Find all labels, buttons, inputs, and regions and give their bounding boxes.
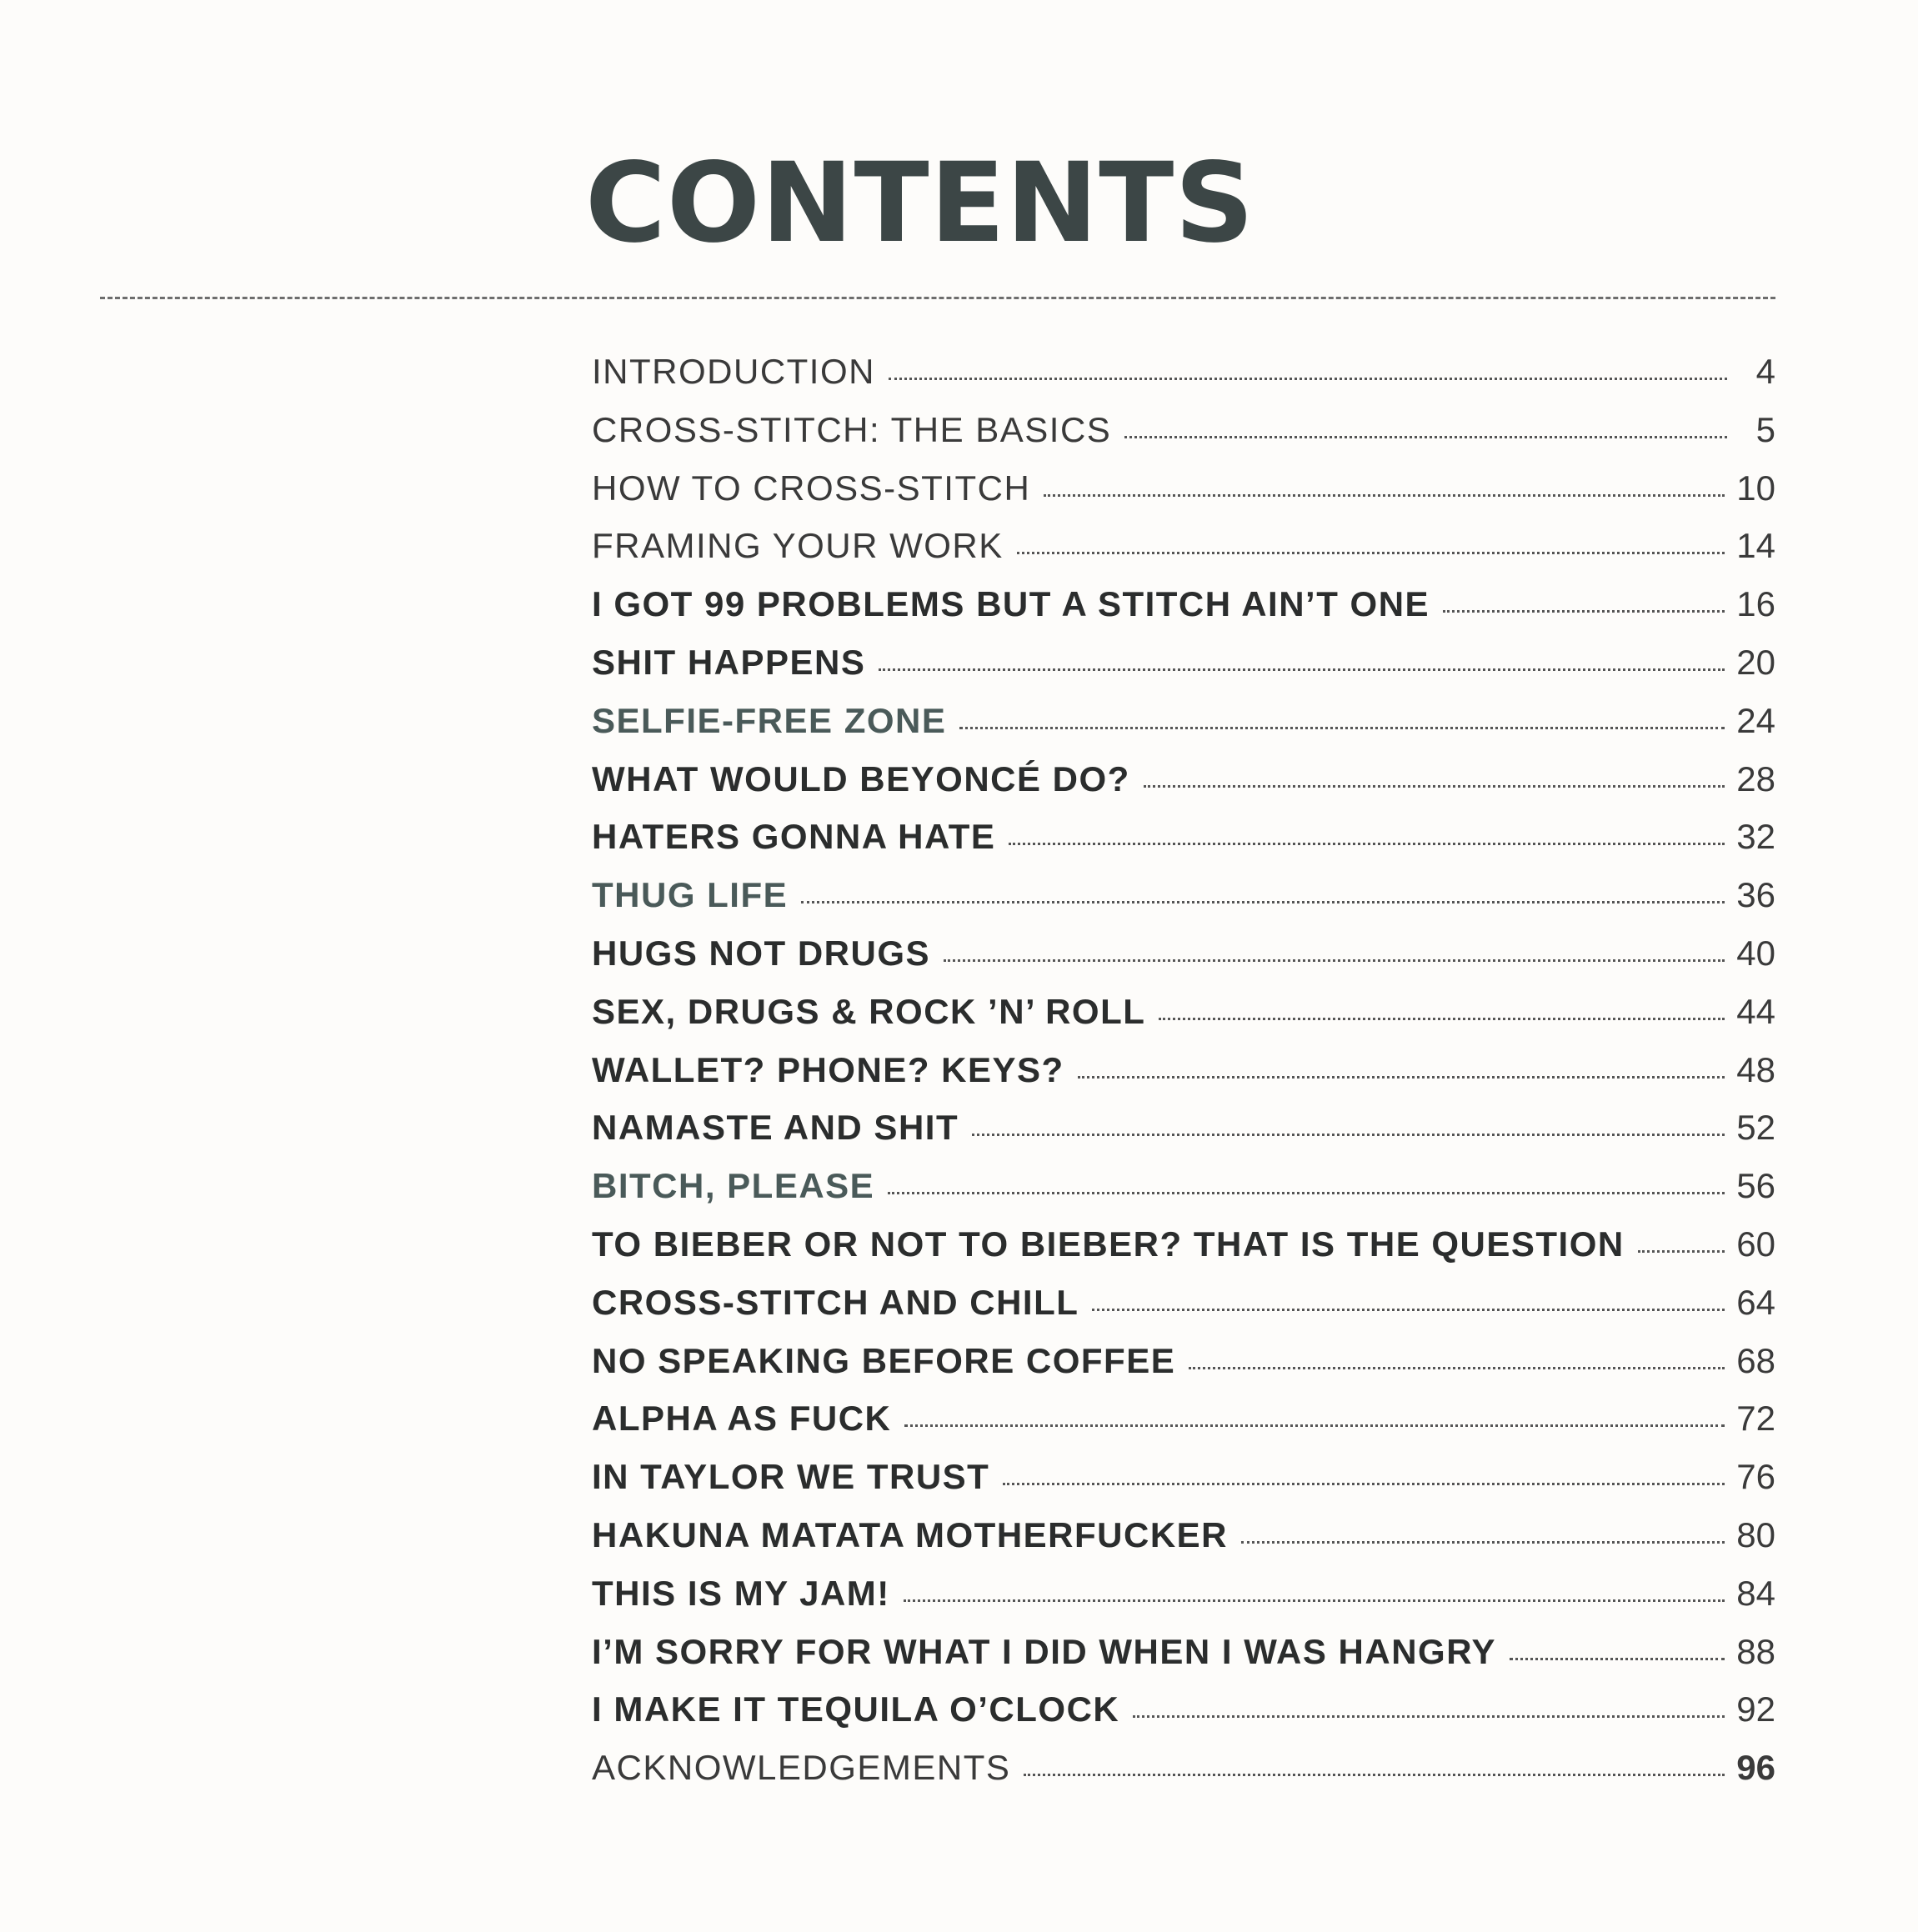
toc-entry-title: HAKUNA MATATA MOTHERFUCKER [592, 1514, 1229, 1554]
toc-entry-title: THIS IS MY JAM! [592, 1573, 890, 1613]
toc-entry-title: SHIT HAPPENS [592, 642, 866, 682]
toc-entry-title: HOW TO CROSS-STITCH [592, 468, 1031, 508]
table-of-contents [592, 352, 1775, 1806]
toc-entry-title: TO BIEBER OR NOT TO BIEBER? THAT IS THE QUESTION [592, 1224, 1625, 1264]
dot-leader [1241, 1541, 1725, 1544]
toc-entry[interactable] [592, 352, 1775, 410]
toc-entry-title: FRAMING YOUR WORK [592, 526, 1004, 566]
dot-leader [1510, 1658, 1725, 1660]
toc-entry-page-number: 5 [1755, 409, 1775, 449]
toc-entry-page-number: 36 [1736, 875, 1775, 915]
toc-entry-page-number: 60 [1736, 1224, 1775, 1264]
dot-leader [888, 1192, 1725, 1194]
toc-entry-page-number: 40 [1736, 933, 1775, 973]
page-title: CONTENTS [585, 139, 1255, 268]
dot-leader [1133, 1715, 1725, 1718]
toc-entry[interactable] [592, 1574, 1775, 1632]
toc-entry[interactable] [592, 875, 1775, 933]
toc-entry[interactable] [592, 759, 1775, 818]
toc-entry[interactable] [592, 1050, 1775, 1109]
toc-entry-page-number: 56 [1736, 1166, 1775, 1206]
toc-entry-page-number: 16 [1736, 584, 1775, 624]
toc-entry-title: CROSS-STITCH AND CHILL [592, 1282, 1079, 1322]
toc-entry-title: SEX, DRUGS & ROCK ’N’ ROLL [592, 991, 1146, 1031]
toc-entry-title: NAMASTE AND SHIT [592, 1108, 959, 1148]
toc-entry[interactable] [592, 701, 1775, 759]
toc-entry-page-number: 96 [1736, 1748, 1775, 1788]
toc-entry-title: NO SPEAKING BEFORE COFFEE [592, 1340, 1176, 1380]
toc-entry[interactable] [592, 1457, 1775, 1515]
toc-entry[interactable] [592, 817, 1775, 875]
dot-leader [889, 378, 1727, 380]
toc-entry-page-number: 28 [1736, 758, 1775, 798]
toc-entry-title: WALLET? PHONE? KEYS? [592, 1049, 1064, 1089]
dot-leader [1638, 1250, 1725, 1253]
toc-entry-page-number: 76 [1736, 1457, 1775, 1497]
toc-entry[interactable] [592, 410, 1775, 468]
dashed-divider [100, 297, 1775, 299]
toc-entry-page-number: 10 [1736, 468, 1775, 508]
toc-entry-title: ACKNOWLEDGEMENTS [592, 1748, 1011, 1788]
toc-entry[interactable] [592, 933, 1775, 992]
dot-leader [1003, 1483, 1725, 1485]
toc-entry-title: IN TAYLOR WE TRUST [592, 1457, 990, 1497]
toc-entry[interactable] [592, 526, 1775, 584]
dot-leader [959, 727, 1725, 729]
toc-entry[interactable] [592, 1748, 1775, 1806]
toc-entry-page-number: 48 [1736, 1049, 1775, 1089]
dot-leader [879, 668, 1725, 671]
toc-entry-page-number: 44 [1736, 991, 1775, 1031]
dot-leader [972, 1134, 1725, 1136]
dot-leader [1024, 1774, 1725, 1776]
dot-leader [1189, 1367, 1725, 1369]
toc-entry[interactable] [592, 1632, 1775, 1690]
toc-entry-page-number: 64 [1736, 1282, 1775, 1322]
toc-entry-title: CROSS-STITCH: THE BASICS [592, 409, 1112, 449]
dot-leader [1144, 785, 1725, 788]
dot-leader [1443, 610, 1725, 613]
dot-leader [1124, 436, 1727, 438]
dot-leader [1009, 843, 1725, 845]
toc-entry-title: HUGS NOT DRUGS [592, 933, 931, 973]
toc-entry[interactable] [592, 584, 1775, 643]
toc-entry-title: BITCH, PLEASE [592, 1166, 875, 1206]
dot-leader [1044, 494, 1725, 497]
toc-entry-page-number: 72 [1736, 1399, 1775, 1439]
toc-entry[interactable] [592, 643, 1775, 701]
toc-entry[interactable] [592, 1224, 1775, 1283]
toc-entry-title: ALPHA AS FUCK [592, 1399, 892, 1439]
dot-leader [904, 1424, 1725, 1427]
toc-entry-page-number: 80 [1736, 1514, 1775, 1554]
toc-entry-title: WHAT WOULD BEYONCÉ DO? [592, 758, 1130, 798]
toc-entry-title: THUG LIFE [592, 875, 789, 915]
toc-entry-page-number: 14 [1736, 526, 1775, 566]
toc-entry-page-number: 52 [1736, 1108, 1775, 1148]
toc-entry[interactable] [592, 992, 1775, 1050]
toc-entry-page-number: 20 [1736, 642, 1775, 682]
toc-entry-title: I GOT 99 PROBLEMS BUT A STITCH AIN’T ONE [592, 584, 1430, 624]
toc-entry-page-number: 4 [1755, 352, 1775, 391]
dot-leader [1017, 552, 1725, 554]
toc-entry[interactable] [592, 1108, 1775, 1166]
toc-entry-title: HATERS GONNA HATE [592, 817, 996, 857]
toc-entry-title: I’M SORRY FOR WHAT I DID WHEN I WAS HANGRY [592, 1631, 1496, 1671]
dot-leader [801, 901, 1725, 903]
toc-entry-page-number: 24 [1736, 700, 1775, 740]
toc-entry[interactable] [592, 1341, 1775, 1399]
toc-entry[interactable] [592, 1515, 1775, 1574]
dot-leader [904, 1599, 1725, 1602]
toc-entry-page-number: 92 [1736, 1689, 1775, 1729]
toc-entry[interactable] [592, 1166, 1775, 1224]
toc-entry-page-number: 68 [1736, 1340, 1775, 1380]
toc-entry-title: INTRODUCTION [592, 352, 875, 391]
dot-leader [1078, 1076, 1725, 1079]
toc-entry[interactable] [592, 468, 1775, 527]
toc-entry-title: SELFIE-FREE ZONE [592, 700, 947, 740]
toc-entry-title: I MAKE IT TEQUILA O’CLOCK [592, 1689, 1120, 1729]
toc-entry-page-number: 84 [1736, 1573, 1775, 1613]
toc-entry-page-number: 88 [1736, 1631, 1775, 1671]
toc-entry[interactable] [592, 1283, 1775, 1341]
dot-leader [1092, 1309, 1725, 1311]
toc-entry[interactable] [592, 1689, 1775, 1748]
dot-leader [944, 959, 1725, 962]
toc-entry[interactable] [592, 1399, 1775, 1457]
dot-leader [1159, 1018, 1725, 1020]
toc-entry-page-number: 32 [1736, 817, 1775, 857]
